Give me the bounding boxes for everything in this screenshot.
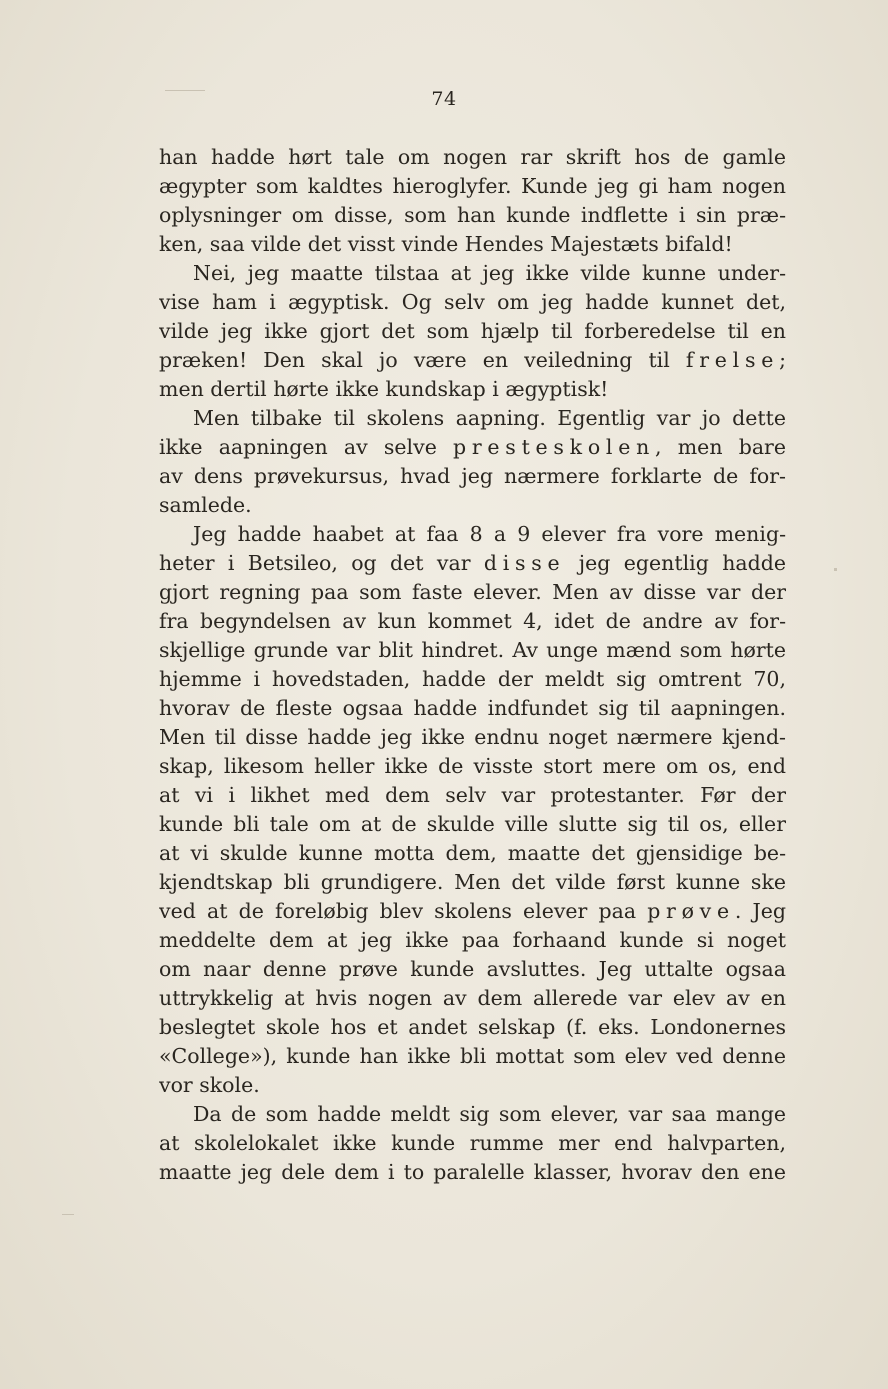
line-text: ; [779, 348, 786, 372]
page-number: 74 [431, 88, 457, 110]
line-text: maatte jeg dele dem i to paralelle klasser, hvorav den ene [159, 1160, 786, 1184]
text-line [159, 462, 786, 491]
line-text: heter i Betsileo, og det var [159, 551, 484, 575]
line-text: men dertil hørte ikke kundskap i ægyptisk! [159, 377, 609, 401]
line-text: uttrykkelig at hvis nogen av dem allerede var elev av en [159, 986, 786, 1010]
text-line [159, 1158, 786, 1187]
text-line [159, 694, 786, 723]
text-line [159, 1013, 786, 1042]
line-text: at skolelokalet ikke kunde rumme mer end halvparten, [159, 1131, 786, 1155]
line-text: oplysninger om disse, som han kunde indflette i sin præ- [159, 203, 786, 227]
scan-mark-bottom-left [62, 1214, 74, 1215]
text-line [159, 926, 786, 955]
text-line [159, 143, 786, 172]
line-text: Da de som hadde meldt sig som elever, var saa mange [193, 1102, 786, 1126]
text-line [159, 607, 786, 636]
text-line [159, 259, 786, 288]
text-line [159, 839, 786, 868]
line-text: beslegtet skole hos et andet selskap (f. eks. Londonernes [159, 1015, 786, 1039]
text-line [159, 578, 786, 607]
line-text: kjendtskap bli grundigere. Men det vilde først kunne ske [159, 870, 786, 894]
text-line [159, 404, 786, 433]
line-text: vor skole. [159, 1073, 260, 1097]
text-line [159, 1100, 786, 1129]
text-line [159, 723, 786, 752]
line-text: Men tilbake til skolens aapning. Egentlig var jo dette [193, 406, 786, 430]
line-text: ægypter som kaldtes hieroglyfer. Kunde jeg gi ham nogen [159, 174, 786, 198]
spaced-emphasis: presteskolen [453, 435, 656, 459]
text-line [159, 520, 786, 549]
line-text: præken! Den skal jo være en veiledning til [159, 348, 686, 372]
line-text: «College»), kunde han ikke bli mottat som elev ved denne [159, 1044, 786, 1068]
line-text: samlede. [159, 493, 252, 517]
text-line [159, 172, 786, 201]
line-text: fra begyndelsen av kun kommet 4, idet de andre av for- [159, 609, 786, 633]
text-line [159, 433, 786, 462]
text-line [159, 491, 786, 520]
line-text: , men bare [655, 435, 786, 459]
text-line [159, 810, 786, 839]
text-line [159, 549, 786, 578]
line-text: Men til disse hadde jeg ikke endnu noget nærmere kjend- [159, 725, 786, 749]
line-text: av dens prøvekursus, hvad jeg nærmere forklarte de for- [159, 464, 786, 488]
text-line [159, 230, 786, 259]
line-text: skap, likesom heller ikke de visste stort mere om os, end [159, 754, 786, 778]
line-text: skjellige grunde var blit hindret. Av unge mænd som hørte [159, 638, 786, 662]
text-line [159, 1071, 786, 1100]
line-text: at vi skulde kunne motta dem, maatte det gjensidige be- [159, 841, 786, 865]
line-text: meddelte dem at jeg ikke paa forhaand kunde si noget [159, 928, 786, 952]
line-text: Nei, jeg maatte tilstaa at jeg ikke vilde kunne under- [193, 261, 786, 285]
text-line [159, 955, 786, 984]
line-text: . Jeg [734, 899, 786, 923]
text-line [159, 897, 786, 926]
line-text: om naar denne prøve kunde avsluttes. Jeg uttalte ogsaa [159, 957, 786, 981]
body-text [159, 143, 786, 1187]
line-text: ken, saa vilde det visst vinde Hendes Majestæts bifald! [159, 232, 733, 256]
line-text: gjort regning paa som faste elever. Men av disse var der [159, 580, 786, 604]
line-text: hvorav de fleste ogsaa hadde indfundet sig til aapningen. [159, 696, 786, 720]
scan-mark-right [834, 568, 837, 571]
line-text: vise ham i ægyptisk. Og selv om jeg hadde kunnet det, [159, 290, 786, 314]
line-text: at vi i likhet med dem selv var protestanter. Før der [159, 783, 786, 807]
text-line [159, 665, 786, 694]
line-text: kunde bli tale om at de skulde ville slutte sig til os, eller [159, 812, 786, 836]
spaced-emphasis: prøve [647, 899, 735, 923]
text-line [159, 781, 786, 810]
text-line [159, 1129, 786, 1158]
line-text: vilde jeg ikke gjort det som hjælp til forberedelse til en [159, 319, 786, 343]
text-line [159, 288, 786, 317]
text-line [159, 375, 786, 404]
line-text: Jeg hadde haabet at faa 8 a 9 elever fra vore menig- [193, 522, 786, 546]
line-text: jeg egentlig hadde [565, 551, 786, 575]
text-line [159, 984, 786, 1013]
text-line [159, 636, 786, 665]
text-line [159, 201, 786, 230]
text-line [159, 1042, 786, 1071]
line-text: ikke aapningen av selve [159, 435, 454, 459]
text-line [159, 317, 786, 346]
spaced-emphasis: frelse [685, 348, 780, 372]
line-text: han hadde hørt tale om nogen rar skrift hos de gamle [159, 145, 786, 169]
line-text: ved at de foreløbig blev skolens elever paa [159, 899, 648, 923]
text-line [159, 346, 786, 375]
line-text: hjemme i hovedstaden, hadde der meldt sig omtrent 70, [159, 667, 786, 691]
text-line [159, 752, 786, 781]
spaced-emphasis: disse [483, 551, 566, 575]
text-line [159, 868, 786, 897]
